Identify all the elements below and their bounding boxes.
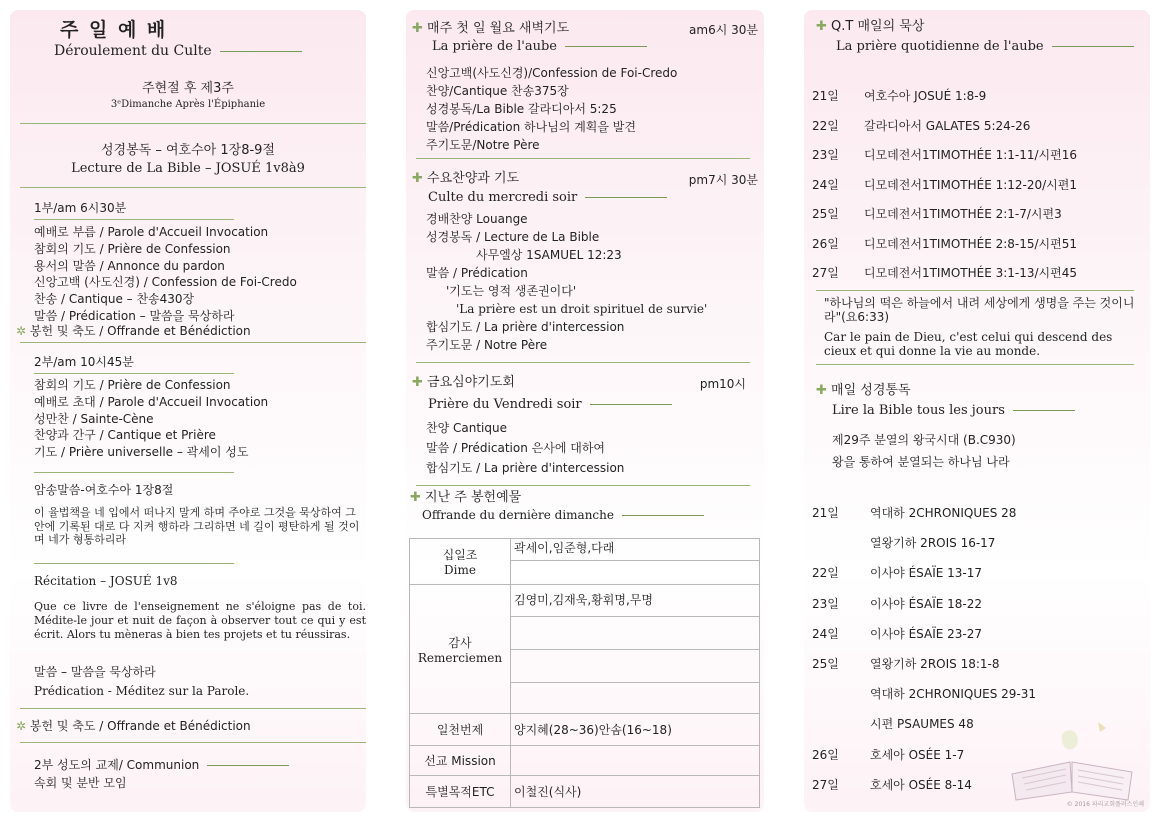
service1-list bbox=[34, 224, 297, 325]
list-item: 찬양과 간구 / Cantique et Prière bbox=[34, 428, 216, 443]
list-item: 찬양 Cantique bbox=[426, 421, 507, 435]
dawn-prayer-list bbox=[426, 64, 677, 154]
cross-icon: ✲ bbox=[16, 719, 27, 733]
memory-verse-text: 이 율법책을 네 입에서 떠나지 말게 하며 주야로 그것을 묵상하여 그 안에 기록된 대로 다 지켜 행하라 그리하면 네 길이 평탄하게 될 것이며 네가 형통하리라 bbox=[34, 506, 360, 546]
service2-header: 2부/am 10시45분 bbox=[34, 355, 134, 369]
list-item: 말씀 / Prédication bbox=[426, 266, 528, 280]
wednesday-time: pm7시 30분 bbox=[688, 173, 758, 187]
table-cell: 양지혜(28~36)안솜(16~18) bbox=[511, 714, 760, 746]
qt-list bbox=[812, 82, 1077, 289]
list-item: 사무엘상 1SAMUEL 12:23 bbox=[476, 248, 622, 262]
list-item: 27일 호세아 OSÉE 8-14 bbox=[812, 777, 972, 792]
recitation-header: Récitation – JOSUÉ 1v8 bbox=[34, 574, 178, 588]
cross-icon: ✚ bbox=[412, 375, 423, 390]
cross-icon: ✚ bbox=[816, 19, 827, 34]
list-item: 성경봉독/La Bible 갈라디아서 5:25 bbox=[426, 102, 617, 116]
liturgical-week-fr: 3ᵉDimanche Après l'Épiphanie bbox=[110, 99, 266, 110]
list-item: '기도는 영적 생존권이다' bbox=[446, 284, 577, 298]
list-item: 참회의 기도 / Prière de Confession bbox=[34, 241, 231, 256]
page-title: 주 일 예 배 bbox=[60, 19, 168, 41]
daily-reading-title: ✚ 매일 성경통독 bbox=[816, 383, 911, 398]
list-item: 27일 디모데전서1TIMOTHÉE 3:1-13/시편45 bbox=[812, 266, 1078, 280]
list-item: 26일 디모데전서1TIMOTHÉE 2:8-15/시편51 bbox=[812, 236, 1078, 251]
qt-subtitle: La prière quotidienne de l'aube bbox=[836, 40, 1134, 55]
dawn-prayer-time: am6시 30분 bbox=[689, 23, 758, 37]
list-item: 말씀 / Prédication 은사에 대하여 bbox=[426, 441, 606, 455]
daily-reading-theme: 왕을 통하여 분열되는 하나님 나라 bbox=[832, 455, 1010, 469]
table-cell bbox=[511, 561, 760, 585]
table-cell: 곽세이,임준형,다래 bbox=[511, 539, 760, 561]
list-item: 예배로 초대 / Parole d'Accueil Invocation bbox=[34, 394, 269, 409]
dawn-prayer-subtitle: La prière de l'aube bbox=[432, 40, 647, 55]
liturgical-week: 주현절 후 제3주 bbox=[142, 81, 234, 96]
cross-icon: ✚ bbox=[412, 171, 423, 186]
offering-label: 일천번제 bbox=[410, 714, 511, 746]
list-item: 21일 역대하 2CHRONIQUES 28 bbox=[812, 506, 1017, 520]
offering-label: 감사 Remerciemen bbox=[410, 585, 511, 714]
service1-offering: ✲ 봉헌 및 축도 / Offrande et Bénédiction bbox=[16, 324, 251, 338]
friday-subtitle: Prière du Vendredi soir bbox=[428, 398, 672, 413]
list-item: 신앙고백(사도신경)/Confession de Foi-Credo bbox=[426, 66, 678, 80]
list-item: 21일 여호수아 JOSUÉ 1:8-9 bbox=[812, 89, 987, 103]
sermon-title-fr: Prédication - Méditez sur la Parole. bbox=[34, 684, 250, 698]
offering-label: 선교 Mission bbox=[410, 746, 511, 776]
list-item: 23일 디모데전서1TIMOTHÉE 1:1-11/시편16 bbox=[812, 148, 1078, 162]
list-item: 역대하 2CHRONIQUES 29-31 bbox=[870, 687, 1037, 702]
open-book-icon bbox=[1002, 714, 1142, 804]
daily-reading-week: 제29주 분열의 왕국시대 (B.C930) bbox=[832, 433, 1016, 447]
offering-benediction: ✲ 봉헌 및 축도 / Offrande et Bénédiction bbox=[16, 719, 251, 733]
service1-header: 1부/am 6시30분 bbox=[34, 201, 127, 215]
friday-time: pm10시 bbox=[699, 377, 746, 391]
memory-verse-header: 암송말씀-여호수아 1장8절 bbox=[34, 483, 174, 497]
cross-icon: ✲ bbox=[16, 324, 27, 338]
copyright-text: © 2016 파리교회플러스인쇄 bbox=[1066, 801, 1144, 808]
friday-title: ✚ 금요심야기도회 bbox=[412, 375, 515, 390]
scripture-reading-fr: Lecture de La Bible – JOSUÉ 1v8à9 bbox=[71, 161, 305, 176]
recitation-text: Que ce livre de l'enseignement ne s'éloigne pas de toi. Médite-le jour et nuit de façon à observer tout ce qui y est écrit. Alors tu mèneras à bien tes projets et tu réussiras. bbox=[34, 600, 366, 641]
list-item: 합심기도 / La prière d'intercession bbox=[426, 320, 625, 334]
list-item: 합심기도 / La prière d'intercession bbox=[426, 461, 625, 475]
prayer-meetings-panel bbox=[406, 10, 764, 812]
list-item: 주기도문 / Notre Père bbox=[426, 338, 548, 352]
offering-subtitle: Offrande du dernière dimanche bbox=[422, 509, 704, 523]
page-subtitle: Déroulement du Culte bbox=[54, 43, 302, 59]
list-item: 참회의 기도 / Prière de Confession bbox=[34, 378, 231, 392]
offering-label: 십일조 Dime bbox=[410, 539, 511, 585]
list-item: 찬송 / Cantique – 찬송430장 bbox=[34, 292, 195, 307]
table-cell bbox=[511, 746, 760, 776]
sermon-title: 말씀 – 말씀을 묵상하라 bbox=[34, 665, 156, 679]
list-item: 신앙고백 (사도신경) / Confession de Foi-Credo bbox=[34, 275, 297, 290]
list-item: 말씀/Prédication 하나님의 계획을 발견 bbox=[426, 120, 636, 134]
qt-title: ✚ Q.T 매일의 묵상 bbox=[816, 19, 925, 34]
list-item: 'La prière est un droit spirituel de survie' bbox=[456, 302, 708, 316]
list-item: 성경봉독 / Lecture de La Bible bbox=[426, 230, 600, 244]
list-item: 성만찬 / Sainte-Cène bbox=[34, 411, 154, 426]
list-item: 말씀 / Prédication – 말씀을 묵상하라 bbox=[34, 308, 235, 323]
table-cell: 김영미,김재욱,황휘명,무명 bbox=[511, 585, 760, 617]
friday-list bbox=[426, 418, 624, 478]
wednesday-title: ✚ 수요찬양과 기도 bbox=[412, 171, 520, 186]
list-item: 23일 이사야 ÉSAÏE 18-22 bbox=[812, 596, 983, 611]
list-item: 25일 열왕기하 2ROIS 18:1-8 bbox=[812, 657, 1000, 672]
offering-table bbox=[409, 538, 760, 808]
communion: 2부 성도의 교제/ Communion bbox=[34, 759, 289, 773]
daily-reading-subtitle: Lire la Bible tous les jours bbox=[832, 404, 1075, 419]
verse-ko: "하나님의 떡은 하늘에서 내려 세상에게 생명을 주는 것이니라"(요6:33) bbox=[824, 296, 1135, 324]
list-item: 26일 호세아 OSÉE 1-7 bbox=[812, 747, 965, 762]
class-meeting: 속회 및 분반 모임 bbox=[34, 776, 127, 790]
wednesday-list bbox=[426, 210, 707, 354]
list-item: 25일 디모데전서1TIMOTHÉE 2:1-7/시편3 bbox=[812, 207, 1062, 221]
wednesday-subtitle: Culte du mercredi soir bbox=[428, 191, 667, 206]
table-cell: 이철진(식사) bbox=[511, 776, 760, 808]
list-item: 용서의 말씀 / Annonce du pardon bbox=[34, 258, 225, 273]
scripture-reading: 성경봉독 – 여호수아 1장8-9절 bbox=[101, 143, 275, 158]
verse-fr: Car le pain de Dieu, c'est celui qui descend des cieux et qui donne la vie au monde. bbox=[824, 330, 1113, 358]
list-item: 24일 이사야 ÉSAÏE 23-27 bbox=[812, 626, 983, 641]
table-cell bbox=[511, 617, 760, 650]
list-item: 기도 / Prière universelle – 곽세이 성도 bbox=[34, 445, 249, 460]
list-item: 주기도문/Notre Père bbox=[426, 138, 540, 152]
service2-list bbox=[34, 377, 268, 461]
offering-title: ✚ 지난 주 봉헌예물 bbox=[410, 490, 522, 505]
table-cell bbox=[511, 650, 760, 683]
list-item: 22일 갈라디아서 GALATES 5:24-26 bbox=[812, 118, 1031, 133]
list-item: 열왕기하 2ROIS 16-17 bbox=[870, 536, 996, 551]
list-item: 24일 디모데전서1TIMOTHÉE 1:12-20/시편1 bbox=[812, 177, 1078, 192]
list-item: 경배찬양 Louange bbox=[426, 212, 528, 226]
list-item: 22일 이사야 ÉSAÏE 13-17 bbox=[812, 566, 983, 581]
cross-icon: ✚ bbox=[816, 383, 827, 398]
daily-reading-panel bbox=[804, 10, 1150, 812]
list-item: 시편 PSAUMES 48 bbox=[870, 717, 974, 732]
table-cell bbox=[511, 683, 760, 714]
worship-order-panel bbox=[10, 10, 366, 812]
cross-icon: ✚ bbox=[410, 490, 421, 505]
list-item: 찬양/Cantique 찬송375장 bbox=[426, 84, 569, 98]
list-item: 예배로 부름 / Parole d'Accueil Invocation bbox=[34, 225, 269, 239]
dawn-prayer-title: ✚ 매주 첫 일 월요 새벽기도 bbox=[412, 21, 570, 36]
offering-label: 특별목적ETC bbox=[410, 776, 511, 808]
cross-icon: ✚ bbox=[412, 21, 423, 36]
